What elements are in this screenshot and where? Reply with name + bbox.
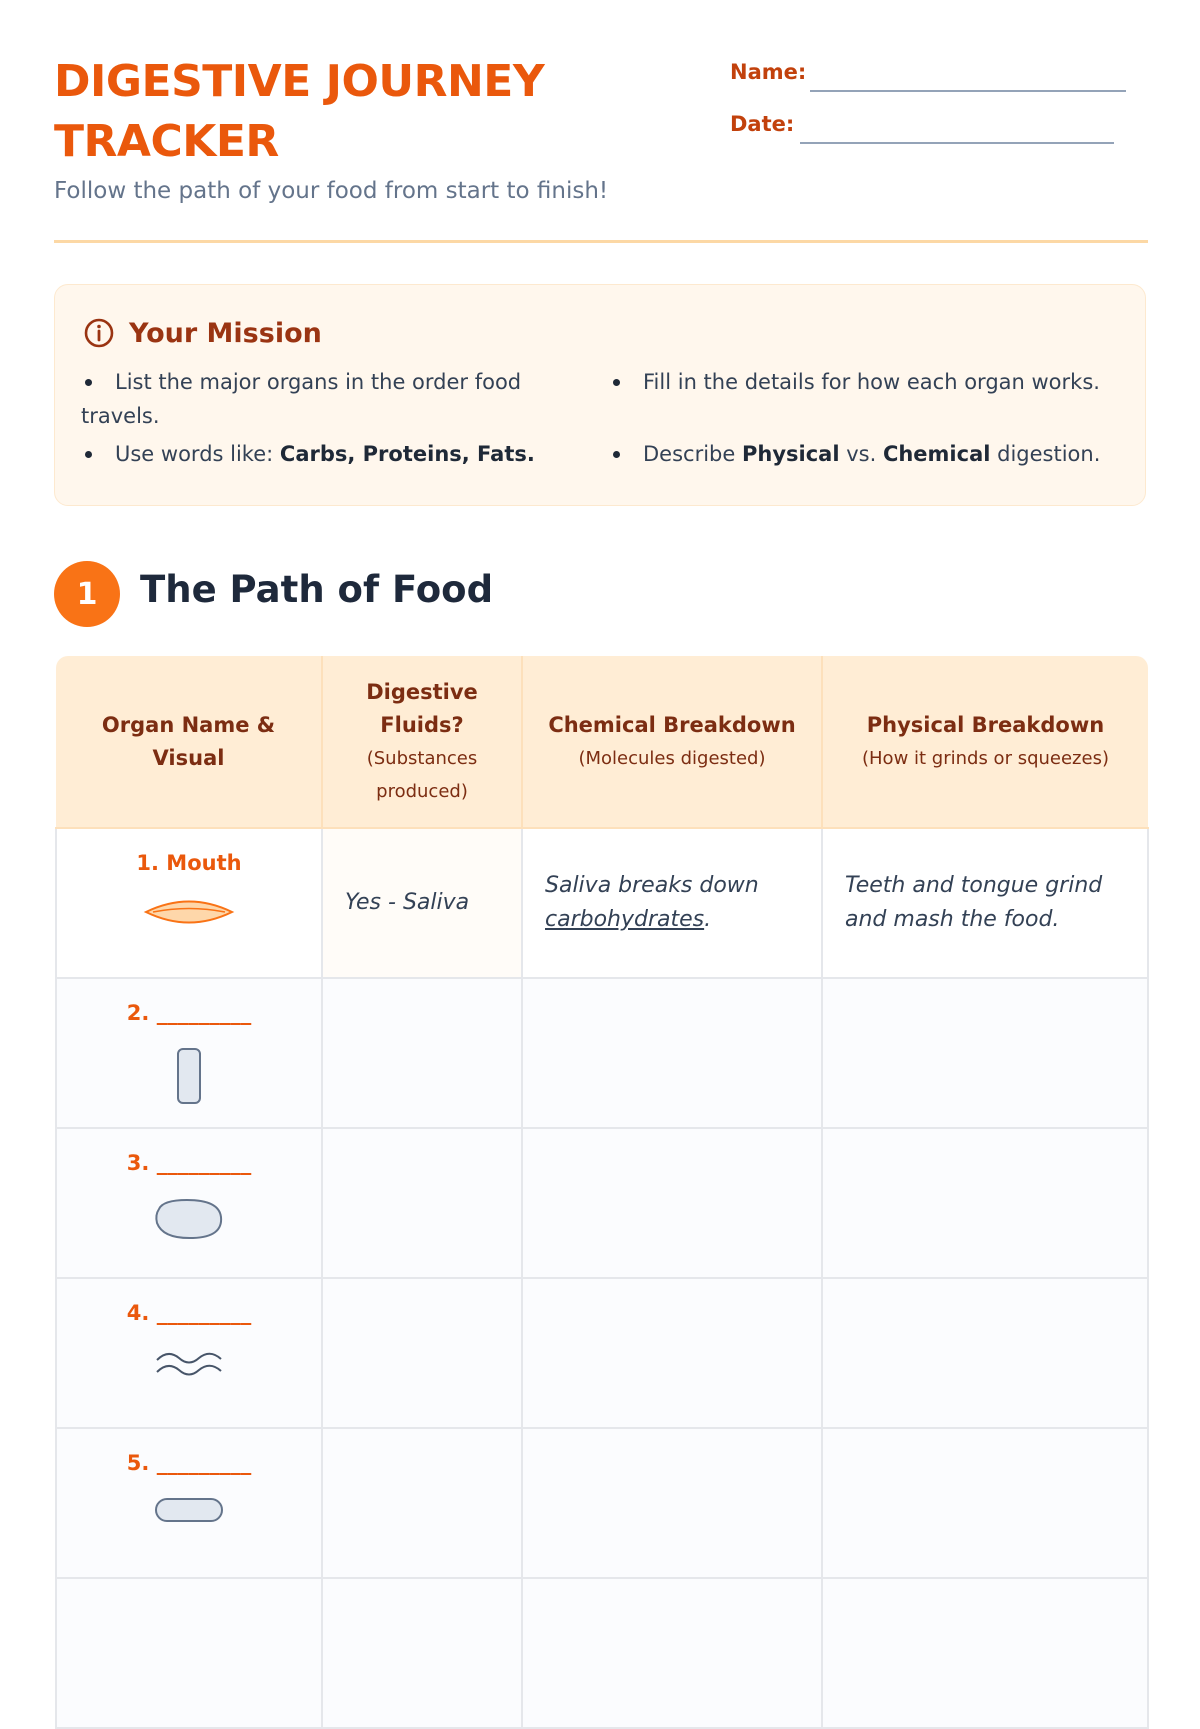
table-row: [56, 1578, 1148, 1728]
table-header-row: [56, 656, 1148, 828]
header-physical-sub: (How it grinds or squeezes): [862, 747, 1109, 769]
fluids-cell[interactable]: [322, 1428, 522, 1578]
title-line-1: DIGESTIVE JOURNEY: [54, 56, 545, 107]
header-organ: [56, 656, 322, 828]
page-subtitle: Follow the path of your food from start to finish!: [54, 178, 609, 204]
physical-cell[interactable]: [822, 1578, 1148, 1728]
physical-cell[interactable]: [822, 1278, 1148, 1428]
organ-cell: [56, 828, 322, 978]
mission-heading: [83, 317, 322, 349]
organ-label[interactable]: 4. _________: [126, 1301, 252, 1325]
chemical-answer-text: Saliva breaks down: [545, 873, 759, 898]
mission-bullet-1-text: List the major organs in the order food travels.: [81, 370, 522, 428]
physical-cell[interactable]: [822, 1428, 1148, 1578]
large-intestine-icon: [154, 1497, 224, 1523]
name-label: Name:: [730, 60, 807, 84]
mission-bullet-2-text: Use words like:: [115, 442, 280, 466]
chemical-answer-end: .: [704, 907, 712, 932]
table-row: [56, 1128, 1148, 1278]
organ-label: 1. Mouth: [136, 851, 242, 875]
mission-box: [54, 284, 1146, 506]
organ-label[interactable]: 5. _________: [126, 1451, 252, 1475]
section-number-badge: 1: [54, 561, 120, 627]
mission-bullet-3-text: Fill in the details for how each organ works.: [643, 370, 1100, 394]
mission-bullet-4-vs: vs.: [839, 442, 883, 466]
header-chemical-title: Chemical Breakdown: [548, 712, 796, 737]
header-physical-title: Physical Breakdown: [866, 712, 1105, 737]
chemical-keyword: Chemical: [882, 442, 991, 466]
fluids-cell[interactable]: [322, 1278, 522, 1428]
physical-keyword: Physical: [741, 442, 840, 466]
chemical-cell[interactable]: [522, 1278, 822, 1428]
chemical-cell[interactable]: [522, 1578, 822, 1728]
chemical-cell[interactable]: [522, 978, 822, 1128]
header-chemical-sub: (Molecules digested): [578, 747, 766, 769]
organ-cell: [56, 1278, 322, 1428]
physical-answer[interactable]: Teeth and tongue grind and mash the food.: [822, 828, 1148, 978]
esophagus-icon: [176, 1047, 202, 1105]
page-title: [54, 52, 674, 172]
mission-bullet-1: [81, 365, 551, 433]
organ-label[interactable]: 2. _________: [126, 1001, 252, 1025]
mission-bullet-2-bold: Carbs, Proteins, Fats.: [279, 442, 535, 466]
chemical-answer[interactable]: [522, 828, 822, 978]
table-row: [56, 1278, 1148, 1428]
fluids-cell[interactable]: [322, 1578, 522, 1728]
organ-cell[interactable]: [56, 1578, 322, 1728]
section-title: The Path of Food: [140, 568, 494, 611]
organ-cell: [56, 978, 322, 1128]
date-label: Date:: [730, 112, 795, 136]
mission-bullet-2: [81, 437, 535, 471]
table-row: [56, 828, 1148, 978]
date-field[interactable]: [800, 142, 1114, 144]
mission-title: Your Mission: [129, 317, 322, 349]
chemical-cell[interactable]: [522, 1428, 822, 1578]
fluids-cell[interactable]: [322, 978, 522, 1128]
table-row: [56, 978, 1148, 1128]
mission-bullet-3: [609, 365, 1100, 399]
header-physical: [822, 656, 1148, 828]
header-fluids-sub: (Substances produced): [366, 747, 478, 802]
info-icon: [83, 317, 115, 349]
name-field[interactable]: [810, 90, 1126, 92]
stomach-icon: [153, 1197, 225, 1241]
mission-bullet-4: [609, 437, 1100, 471]
bullet-dot: [613, 451, 620, 458]
header-divider: [54, 240, 1148, 243]
organ-cell: [56, 1428, 322, 1578]
physical-cell[interactable]: [822, 978, 1148, 1128]
mission-bullet-4-text: Describe: [643, 442, 742, 466]
header-organ-title: Organ Name & Visual: [101, 712, 276, 770]
path-of-food-table: [55, 656, 1149, 1729]
header-fluids: [322, 656, 522, 828]
chemical-cell[interactable]: [522, 1128, 822, 1278]
organ-label[interactable]: 3. _________: [126, 1151, 252, 1175]
physical-cell[interactable]: [822, 1128, 1148, 1278]
mouth-icon: [143, 897, 235, 927]
header-chemical: [522, 656, 822, 828]
fluids-answer[interactable]: Yes - Saliva: [322, 828, 522, 978]
mission-bullet-4-end: digestion.: [990, 442, 1101, 466]
title-line-2: TRACKER: [54, 116, 279, 167]
organ-cell: [56, 1128, 322, 1278]
bullet-dot: [85, 451, 92, 458]
table-row: [56, 1428, 1148, 1578]
chemical-answer-key: carbohydrates: [545, 907, 705, 932]
bullet-dot: [613, 379, 620, 386]
fluids-cell[interactable]: [322, 1128, 522, 1278]
small-intestine-icon: [154, 1347, 224, 1381]
bullet-dot: [85, 379, 92, 386]
header-fluids-title: Digestive Fluids?: [366, 679, 478, 737]
